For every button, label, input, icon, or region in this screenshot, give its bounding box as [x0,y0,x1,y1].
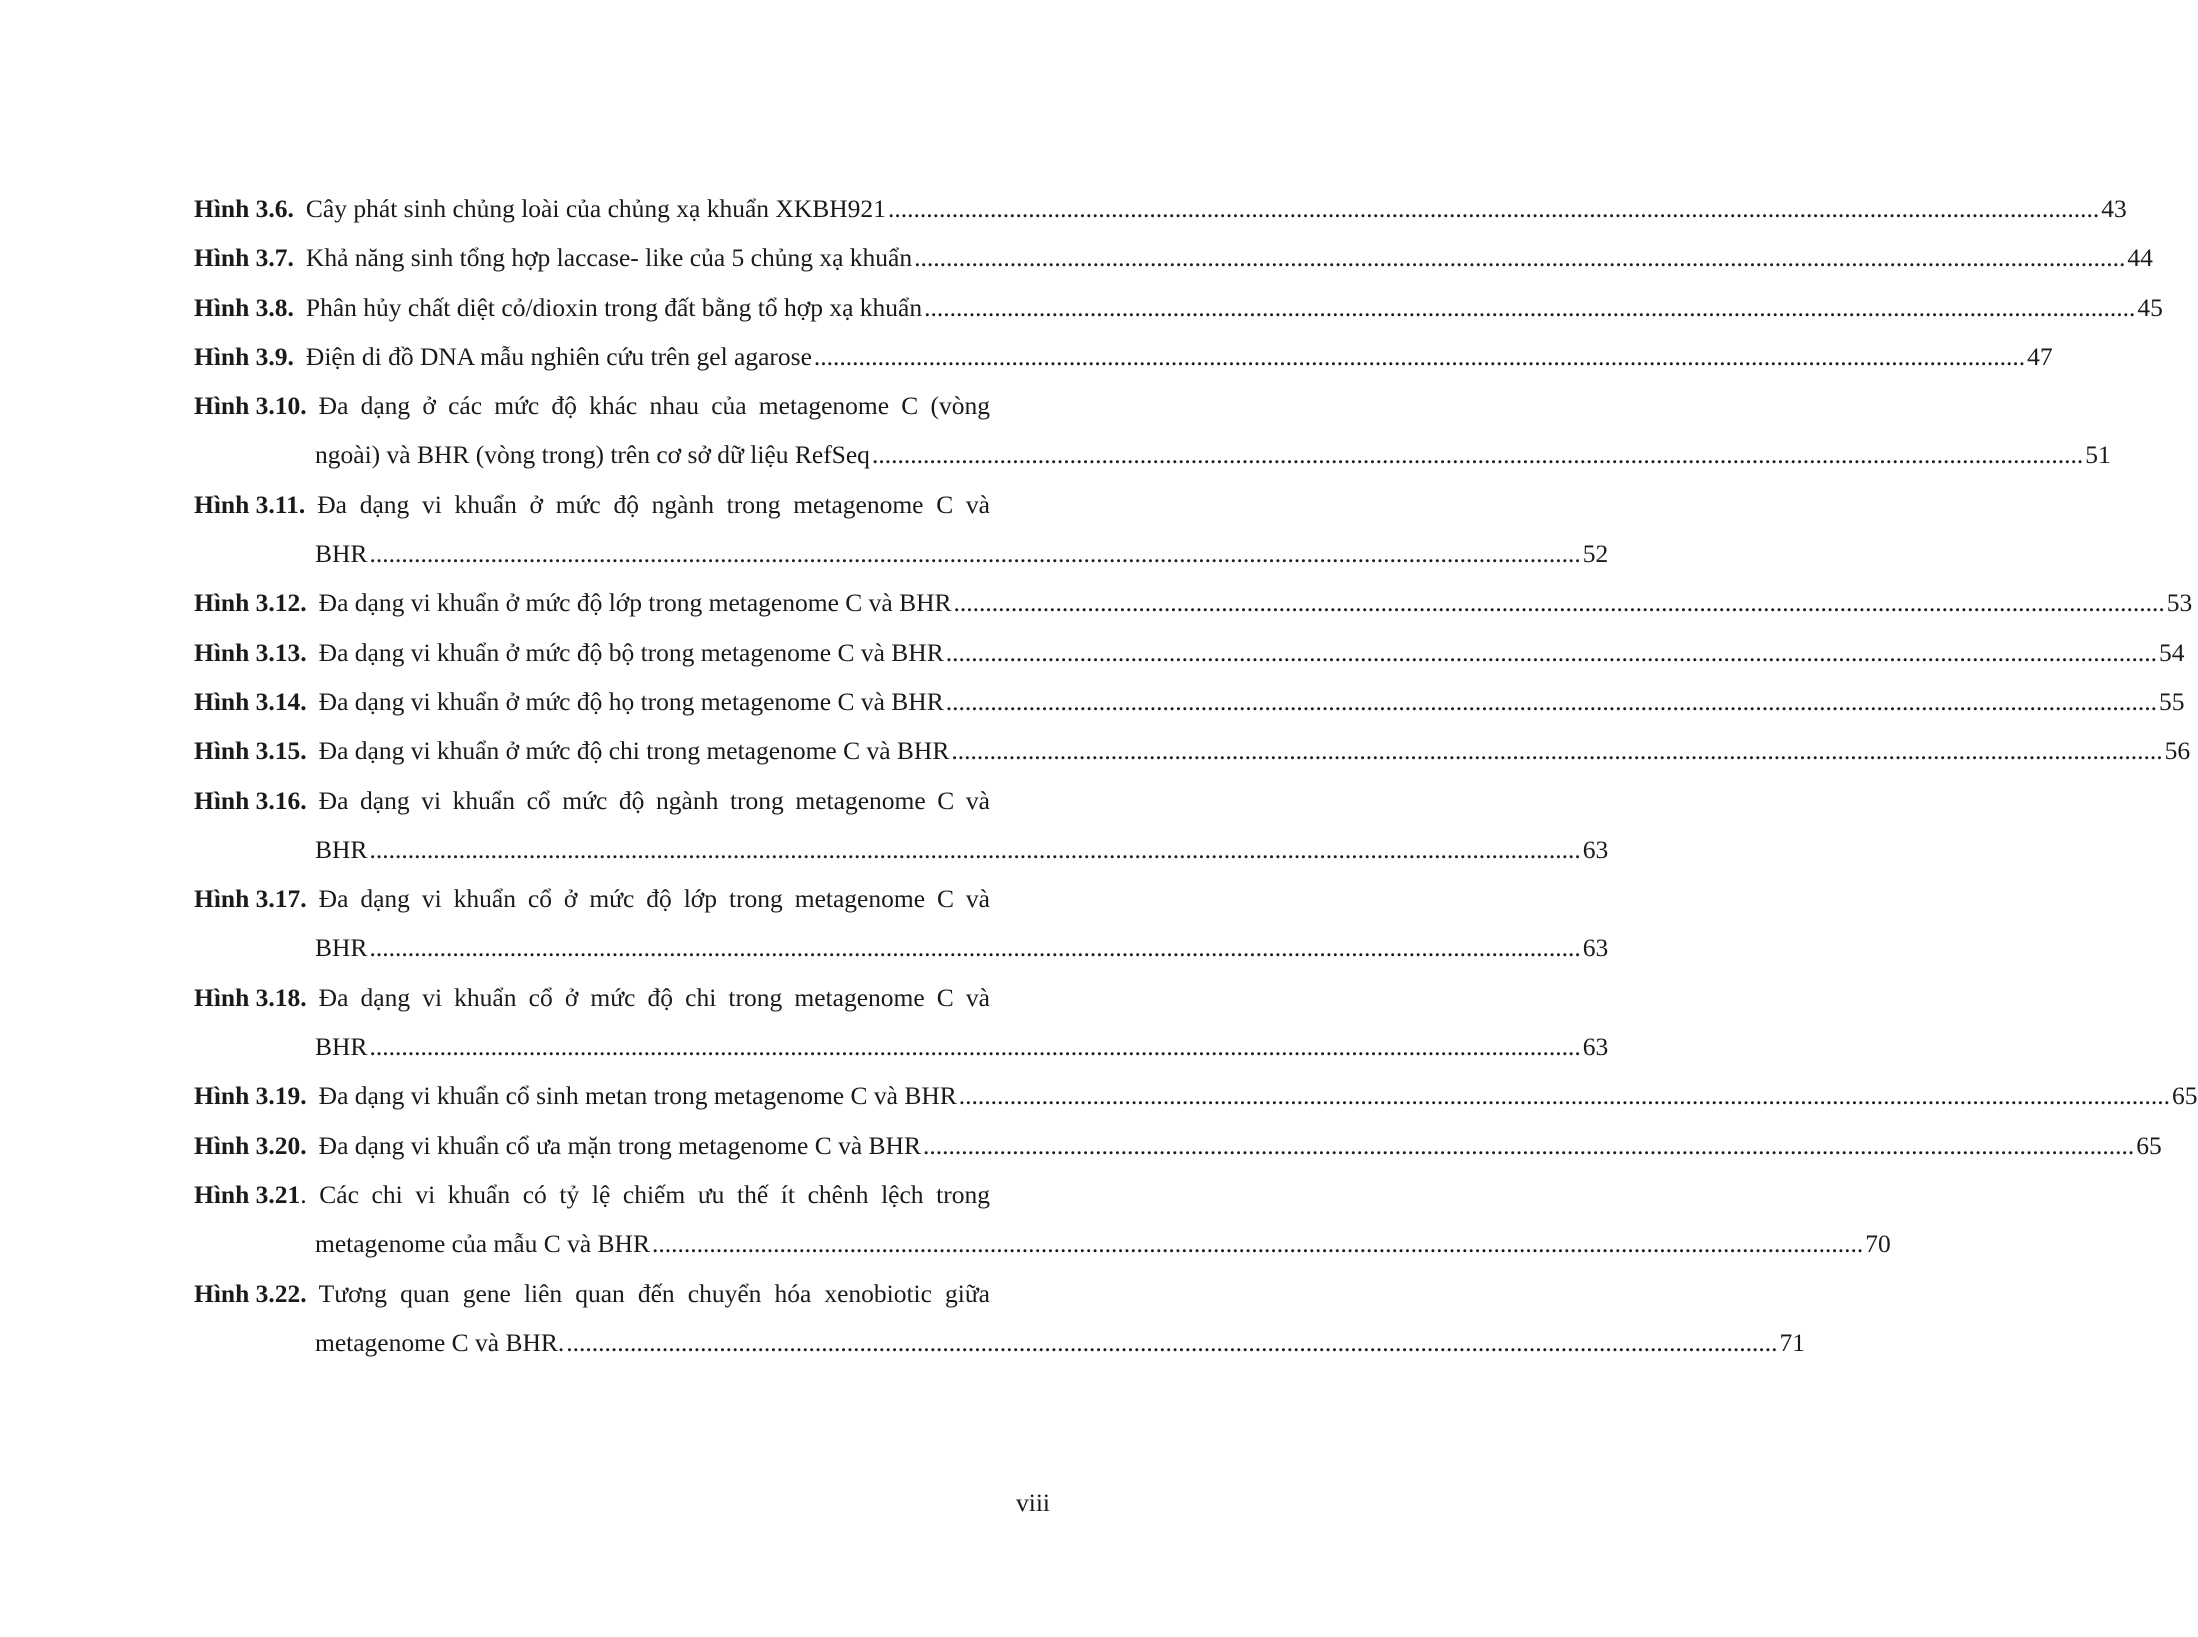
dot-leader [369,529,1580,578]
toc-entry[interactable] [194,776,1609,875]
toc-entry[interactable] [194,184,2127,233]
toc-entry[interactable] [194,480,1609,579]
figure-title: Khả năng sinh tổng hợp laccase- like của 5 chủng xạ khuẩn [305,243,913,273]
figure-page-number: 65 [2172,1081,2198,1111]
figure-title: Đa dạng vi khuẩn cổ mức độ ngành trong metagenome C và [318,785,990,815]
toc-entry[interactable] [194,1269,1806,1368]
figure-title: metagenome C và BHR. [315,1327,565,1357]
dot-leader [652,1219,1863,1268]
figure-label: Hình 3.6. [194,194,294,223]
toc-entry[interactable] [194,1121,2162,1170]
figure-page-number: 71 [1779,1327,1806,1357]
figure-title: BHR [315,834,368,864]
figure-title: Phân hủy chất diệt cỏ/dioxin trong đất bằng tổ hợp xạ khuẩn [305,292,923,322]
toc-entry[interactable] [194,332,2053,381]
figure-label: Hình 3.22. [194,1278,307,1308]
toc-entry[interactable] [194,677,2185,726]
page-number: viii [1015,1488,1050,1517]
figure-label: Hình 3.9. [194,341,294,371]
dot-leader [814,332,2025,381]
figure-label: Hình 3.17. [194,884,307,914]
figure-label: Hình 3.14. [194,686,307,716]
figure-label: Hình 3.21 [194,1179,301,1209]
figure-page-number: 70 [1865,1229,1891,1259]
figure-title: Điện di đồ DNA mẫu nghiên cứu trên gel agarose [305,341,812,371]
figure-label: Hình 3.19. [194,1081,307,1111]
dot-leader [924,283,2135,332]
figure-label: Hình 3.11. [194,489,306,519]
figure-title: ngoài) và BHR (vòng trong) trên cơ sở dữ liệu RefSeq [315,440,870,470]
toc-entry[interactable] [194,233,2153,282]
dot-leader [369,825,1580,874]
figure-page-number: 55 [2158,686,2185,716]
figure-label: Hình 3.8. [194,292,294,322]
figure-page-number: 52 [1582,539,1609,569]
figure-page-number: 44 [2127,243,2153,273]
figure-label: Hình 3.20. [194,1130,307,1160]
figure-label: Hình 3.10. [194,391,307,421]
figure-title: Đa dạng vi khuẩn ở mức độ bộ trong metagenome C và BHR [318,637,944,667]
dot-leader [959,1071,2170,1120]
figure-page-number: 63 [1582,834,1609,864]
figure-label: Hình 3.13. [194,637,307,667]
dot-leader [566,1318,1777,1367]
figure-title: . Các chi vi khuẩn có tỷ lệ chiếm ưu thế ít chênh lệch trong [300,1179,990,1209]
figure-title: Tương quan gene liên quan đến chuyển hóa xenobiotic giữa [318,1278,990,1308]
figure-page-number: 54 [2158,637,2185,667]
figure-page-number: 53 [2166,588,2193,618]
figure-page-number: 63 [1582,1032,1609,1062]
figure-title: Cây phát sinh chủng loài của chủng xạ khuẩn XKBH921 [305,194,886,223]
figure-title: Đa dạng vi khuẩn cổ ở mức độ chi trong metagenome C và [318,982,990,1012]
toc-entry[interactable] [194,283,2163,332]
figure-title: Đa dạng vi khuẩn ở mức độ chi trong metagenome C và BHR [318,736,950,766]
figure-title: Đa dạng vi khuẩn ở mức độ họ trong metagenome C và BHR [318,686,944,716]
figure-label: Hình 3.12. [194,588,307,618]
dot-leader [923,1121,2134,1170]
toc-entry[interactable] [194,628,2185,677]
toc-entry[interactable] [194,1071,2198,1120]
figure-label: Hình 3.18. [194,982,307,1012]
figure-page-number: 65 [2136,1130,2162,1160]
figure-title: Đa dạng vi khuẩn cổ ở mức độ lớp trong metagenome C và [318,884,990,914]
dot-leader [946,677,2157,726]
figure-title: BHR [315,933,368,963]
toc-entry[interactable] [194,874,1609,973]
dot-leader [951,726,2162,775]
dot-leader [888,184,2099,233]
dot-leader [369,923,1580,972]
toc-entry[interactable] [194,726,2191,775]
dot-leader [872,430,2083,479]
dot-leader [914,233,2125,282]
figure-label: Hình 3.16. [194,785,307,815]
figure-label: Hình 3.15. [194,736,307,766]
toc-entry[interactable] [194,578,2193,627]
figure-page-number: 45 [2137,292,2163,322]
figure-title: Đa dạng vi khuẩn ở mức độ ngành trong metagenome C và [317,489,990,519]
figure-page-number: 56 [2164,736,2191,766]
toc-entry[interactable] [194,1170,1891,1269]
dot-leader [369,1022,1580,1071]
toc-entry[interactable] [194,973,1609,1072]
figure-page-number: 51 [2085,440,2111,470]
toc-entry[interactable] [194,381,2111,480]
dot-leader [954,578,2165,627]
figure-label: Hình 3.7. [194,243,294,273]
figure-title: Đa dạng ở các mức độ khác nhau của metagenome C (vòng [318,391,990,421]
figure-title: Đa dạng vi khuẩn ở mức độ lớp trong metagenome C và BHR [318,588,952,618]
dot-leader [946,628,2157,677]
figure-page-number: 63 [1582,933,1609,963]
figure-title: BHR [315,1032,368,1062]
figure-title: metagenome của mẫu C và BHR [315,1229,650,1259]
list-of-figures [194,184,2198,1367]
figure-title: Đa dạng vi khuẩn cổ sinh metan trong metagenome C và BHR [318,1081,957,1111]
figure-page-number: 47 [2027,341,2053,371]
figure-title: Đa dạng vi khuẩn cổ ưa mặn trong metagenome C và BHR [318,1130,921,1160]
figure-page-number: 43 [2101,194,2127,223]
figure-title: BHR [315,539,368,569]
